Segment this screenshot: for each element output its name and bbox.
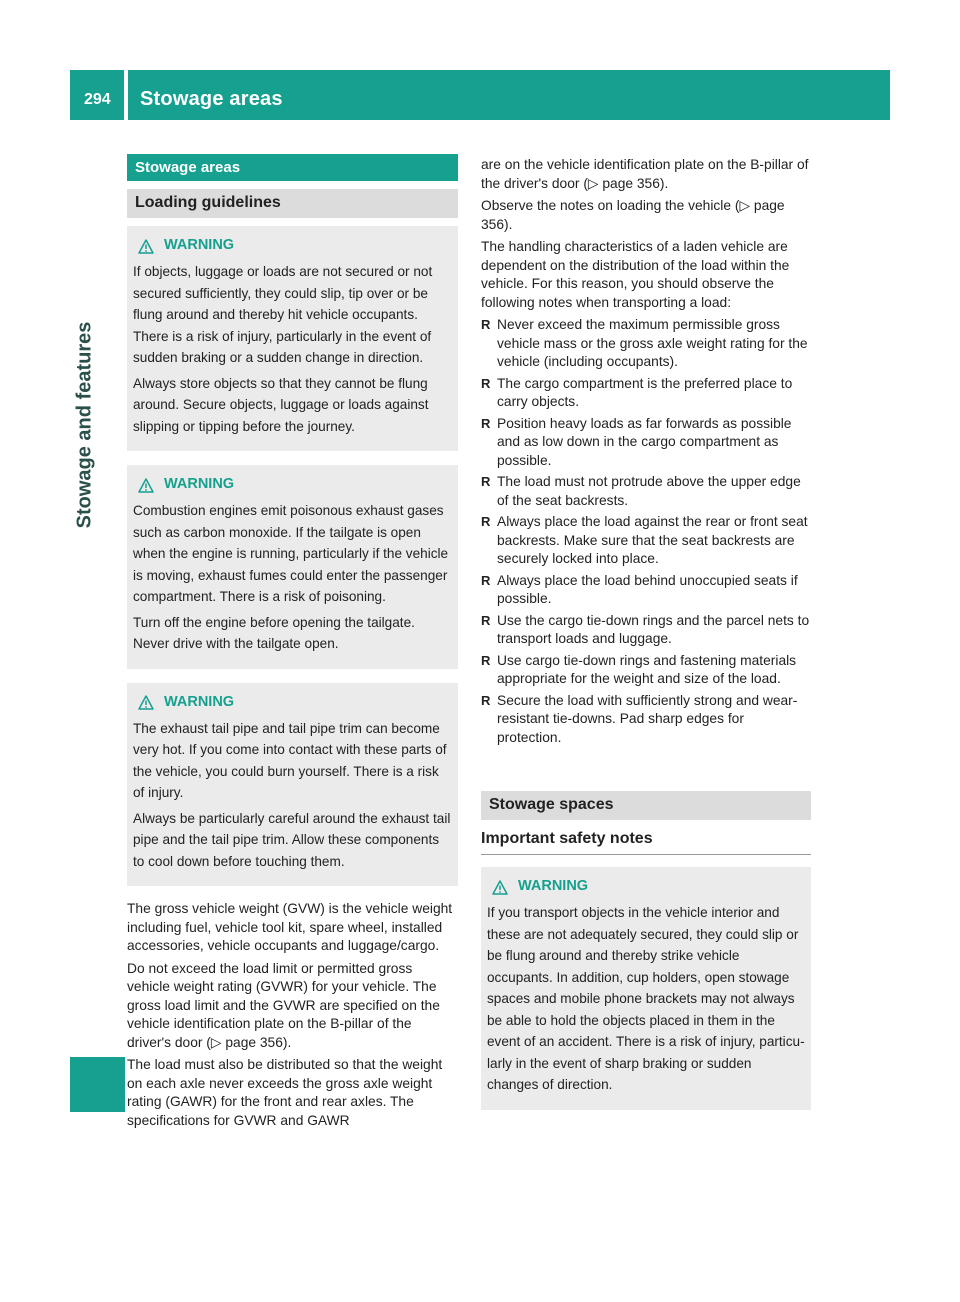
warning-text: Always be particularly careful around the exhaust tail pipe and the tail pipe trim. Allow these components to cool down before touching them. <box>133 810 451 869</box>
list-item-text: Secure the load with sufficiently strong and wear-resistant tie-downs. Pad sharp edges for protection. <box>497 692 798 745</box>
bullet-mark: R <box>481 514 491 529</box>
bullet-mark: R <box>481 652 491 668</box>
bullet-mark: R <box>481 692 491 708</box>
warning-box-1 <box>127 226 458 451</box>
list-item-text: Never exceed the maximum permissible gross vehicle mass or the gross axle weight rating for the vehicle (including occupants). <box>497 317 808 369</box>
warning-triangle-icon <box>138 239 154 254</box>
warning-label: WARNING <box>164 237 235 254</box>
warning-text: Turn off the engine before opening the tailgate. Never drive with the tailgate open. <box>133 614 415 651</box>
bullet-mark: R <box>481 612 491 628</box>
body-paragraph: The gross vehicle weight (GVW) is the vehicle weight including fuel, vehicle tool kit, spare wheel, installed accessories, vehicle occupants and luggage/cargo. <box>127 901 453 953</box>
warning-box-2 <box>127 465 458 669</box>
warning-box-4 <box>481 867 811 1110</box>
warning-text: If objects, luggage or loads are not secured or not secured sufficiently, they could slip, tip over or be flung around and thereby hit vehicle occupants. There is a risk of injury, particularly in the event of sudden braking or a sudden change in direction. <box>133 264 433 365</box>
list-item <box>481 415 811 471</box>
bullet-mark: R <box>481 572 491 588</box>
intro-text <box>481 156 811 312</box>
list-item-text: The cargo compartment is the preferred place to carry objects. <box>497 375 793 409</box>
list-item <box>481 375 811 412</box>
header-divider <box>124 70 128 120</box>
warning-triangle-icon <box>138 695 154 710</box>
list-item-text: Always place the load behind unoccupied seats if possible. <box>497 572 798 606</box>
page-number: 294 <box>84 91 111 108</box>
warning-text: Combustion engines emit poisonous exhaust gases such as carbon monoxide. If the tailgate is open when the engine is running, particularly if the vehicle is moving, exhaust fumes could enter the passenger compartment. There is a risk of poisoning. <box>133 503 449 604</box>
body-paragraph: The handling characteristics of a laden vehicle are dependent on the distribution of the load within the vehicle. For this reason, you should observe the following notes when transporting a load: <box>481 239 790 310</box>
body-paragraph: Observe the notes on loading the vehicle (▷ page 356). <box>481 198 785 232</box>
warning-text: The exhaust tail pipe and tail pipe trim can become very hot. If you come into contact with these parts of the vehicle, you could burn yourself. There is a risk of injury. <box>133 720 447 800</box>
warning-label: WARNING <box>164 476 235 493</box>
subsection-title-stowage-spaces: Stowage spaces <box>481 791 811 820</box>
list-item-text: Use the cargo tie-down rings and the parcel nets to transport loads and luggage. <box>497 612 810 646</box>
warning-triangle-icon <box>138 478 154 493</box>
list-item <box>481 572 811 609</box>
list-item-text: Use cargo tie-down rings and fastening materials appropriate for the weight and size of the load. <box>497 652 797 686</box>
list-item <box>481 316 811 372</box>
list-item <box>481 652 811 689</box>
warning-text: Always store objects so that they cannot be flung around. Secure objects, luggage or loads against slipping or tipping before the journey. <box>133 375 429 434</box>
warning-text: If you transport objects in the vehicle interior and these are not adequately secured, they could slip or be flung around and thereby strike vehicle occupants. In addition, cup holders, open stowage spaces and mobile phone brackets may not always be able to hold the objects placed in them in the event of an accident. There is a risk of injury, particularly in the event of sharp braking or sudden changes of direction. <box>487 905 805 1092</box>
header-title: Stowage areas <box>140 88 283 110</box>
warning-label: WARNING <box>518 878 589 895</box>
side-tab-label: Stowage and features <box>73 321 96 529</box>
body-text <box>127 900 458 1130</box>
right-column <box>481 154 811 1110</box>
sub-heading-safety-notes: Important safety notes <box>481 830 811 855</box>
warning-heading <box>133 692 452 714</box>
list-item <box>481 692 811 748</box>
warning-label: WARNING <box>164 693 235 710</box>
body-paragraph: Do not exceed the load limit or permitted gross vehicle weight rating (GVWR) for your vehicle. The gross load limit and the GVWR are specified on the vehicle identification plate on the B-pillar of the driver's door (▷ page 356). <box>127 960 440 1050</box>
bullet-mark: R <box>481 474 491 489</box>
list-item-text: The load must not protrude above the upper edge of the seat backrests. <box>497 474 801 508</box>
list-item-text: Position heavy loads as far forwards as possible and as low down in the cargo compartment as possible. <box>497 415 792 468</box>
loading-notes-list <box>481 316 811 747</box>
warning-heading <box>133 235 452 257</box>
body-paragraph: The load must also be distributed so that the weight on each axle never exceeds the gross axle weight rating (GAWR) for the front and rear axles. The specifications for GVWR and GAWR <box>127 1057 443 1128</box>
section-title: Stowage areas <box>127 154 458 181</box>
bullet-mark: R <box>481 415 491 431</box>
warning-heading <box>133 474 452 496</box>
list-item <box>481 473 811 510</box>
bullet-mark: R <box>481 317 491 332</box>
side-tab-marker <box>70 1057 125 1112</box>
warning-box-3 <box>127 683 458 887</box>
warning-triangle-icon <box>492 880 508 895</box>
list-item-text: Always place the load against the rear or front seat backrests. Make sure that the seat backrests are securely locked into place. <box>497 514 808 566</box>
left-column <box>127 154 458 1134</box>
warning-heading <box>487 876 805 898</box>
subsection-title-loading-guidelines: Loading guidelines <box>127 189 458 218</box>
list-item <box>481 513 811 569</box>
body-paragraph: are on the vehicle identification plate on the B-pillar of the driver's door (▷ page 356). <box>481 157 809 191</box>
list-item <box>481 612 811 649</box>
bullet-mark: R <box>481 375 491 391</box>
